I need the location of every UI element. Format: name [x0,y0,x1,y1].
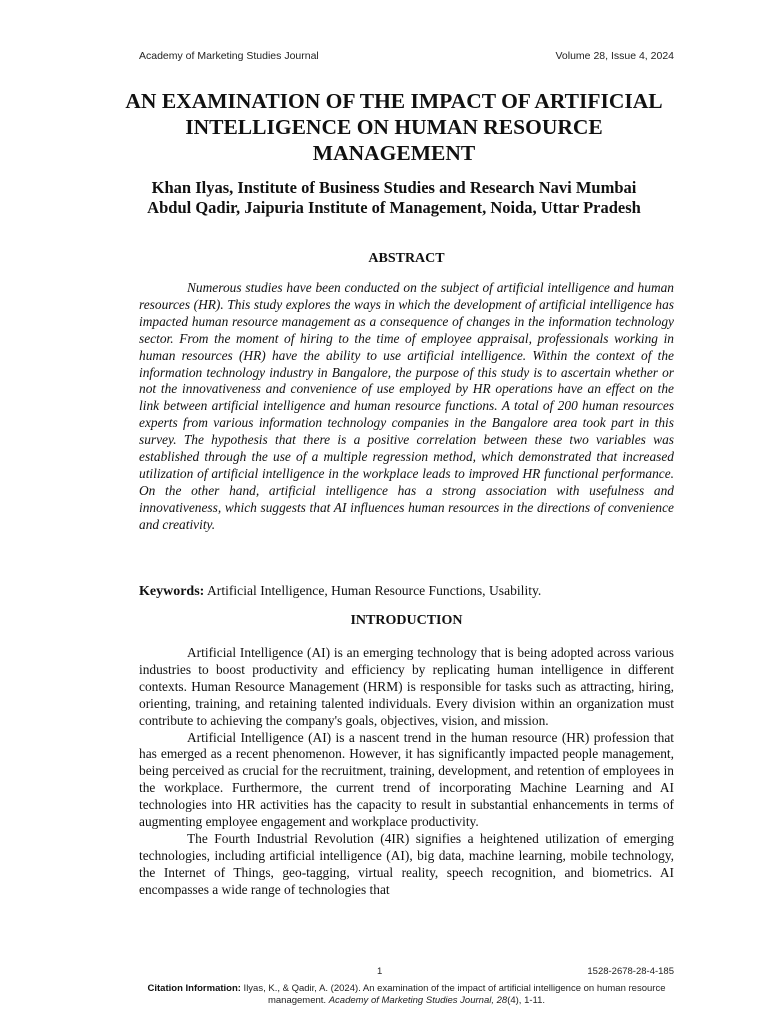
citation-issue: (4), 1-11. [507,994,546,1006]
keywords-text: Artificial Intelligence, Human Resource Functions, Usability. [204,583,542,598]
intro-paragraph-3: The Fourth Industrial Revolution (4IR) signifies a heightened utilization of emerging technologies, including artificial intelligence (AI), big data, machine learning, mobile technology, the Internet of Things, geo-tagging, virtual reality, speech recognition, and biometrics. AI encompasses a wide range of technologies that [139,830,674,897]
intro-paragraph-1: Artificial Intelligence (AI) is an emerging technology that is being adopted across various industries to boost productivity and efficiency by replicating human intelligence in different contexts. Human Resource Management (HRM) is responsible for tasks such as attracting, hiring, orienting, training, and retaining talented individuals. Every division within an organization must contribute to achieving the company's goals, objectives, vision, and mission. [139,645,674,728]
citation-journal: Academy of Marketing Studies Journal, 28 [328,994,508,1006]
citation-label: Citation Information: [147,983,241,994]
abstract-heading: ABSTRACT [368,251,445,266]
volume-issue: Volume 28, Issue 4, 2024 [555,50,674,62]
keywords-label: Keywords: [139,584,205,599]
author-2: Abdul Qadir, Jaipuria Institute of Management, Noida, Uttar Pradesh [147,198,641,217]
page-number: 1 [377,966,383,977]
citation-information [139,983,674,1006]
running-header [139,50,674,62]
paper-title: AN EXAMINATION OF THE IMPACT OF ARTIFICIAL INTELLIGENCE ON HUMAN RESOURCE MANAGEMENT [125,89,663,165]
abstract-text: Numerous studies have been conducted on the subject of artificial intelligence and human resources (HR). This study explores the ways in which the development of artificial intelligence has impacted human resource management as a consequence of changes in the information technology sector. From the moment of hiring to the time of employee appraisal, professionals working in human resources (HR) have the ability to use artificial intelligence. Within the context of the information technology industry in Bangalore, the purpose of this study is to ascertain whether or not the innovativeness and convenience of use employed by HR operations have an effect on the link between artificial intelligence and human resource functions. A total of 200 human resources experts from various information technology companies in the Bangalore area took part in this survey. The hypothesis that there is a positive correlation between these two variables was established through the use of a multiple regression method, which demonstrated that increased utilization of artificial intelligence in the workplace leads to improved HR functional performance. On the other hand, artificial intelligence has a strong association with usefulness and innovativeness, which suggests that AI influences human resources in the directions of convenience and creativity. [139,280,674,532]
intro-paragraph-2: Artificial Intelligence (AI) is a nascent trend in the human resource (HR) profession that has emerged as a recent phenomenon. However, it has significantly impacted people management, being perceived as crucial for the recruitment, training, development, and retention of employees in the workplace. Furthermore, the current trend of incorporating Machine Learning and AI technologies into HR activities has the capacity to result in substantial enhancements in terms of augmenting employee engagement and workplace productivity. [139,729,674,830]
keywords [139,583,674,600]
citation-text: Ilyas, K., & Qadir, A. (2024). An examination of the impact of artificial intelligence on human resource management. [240,983,666,1006]
article-id: 1528-2678-28-4-185 [587,966,674,977]
author-list [125,178,663,218]
introduction-body [139,645,674,899]
journal-name: Academy of Marketing Studies Journal [139,50,319,62]
introduction-heading: INTRODUCTION [350,613,463,628]
author-1: Khan Ilyas, Institute of Business Studies and Research Navi Mumbai [151,178,637,197]
